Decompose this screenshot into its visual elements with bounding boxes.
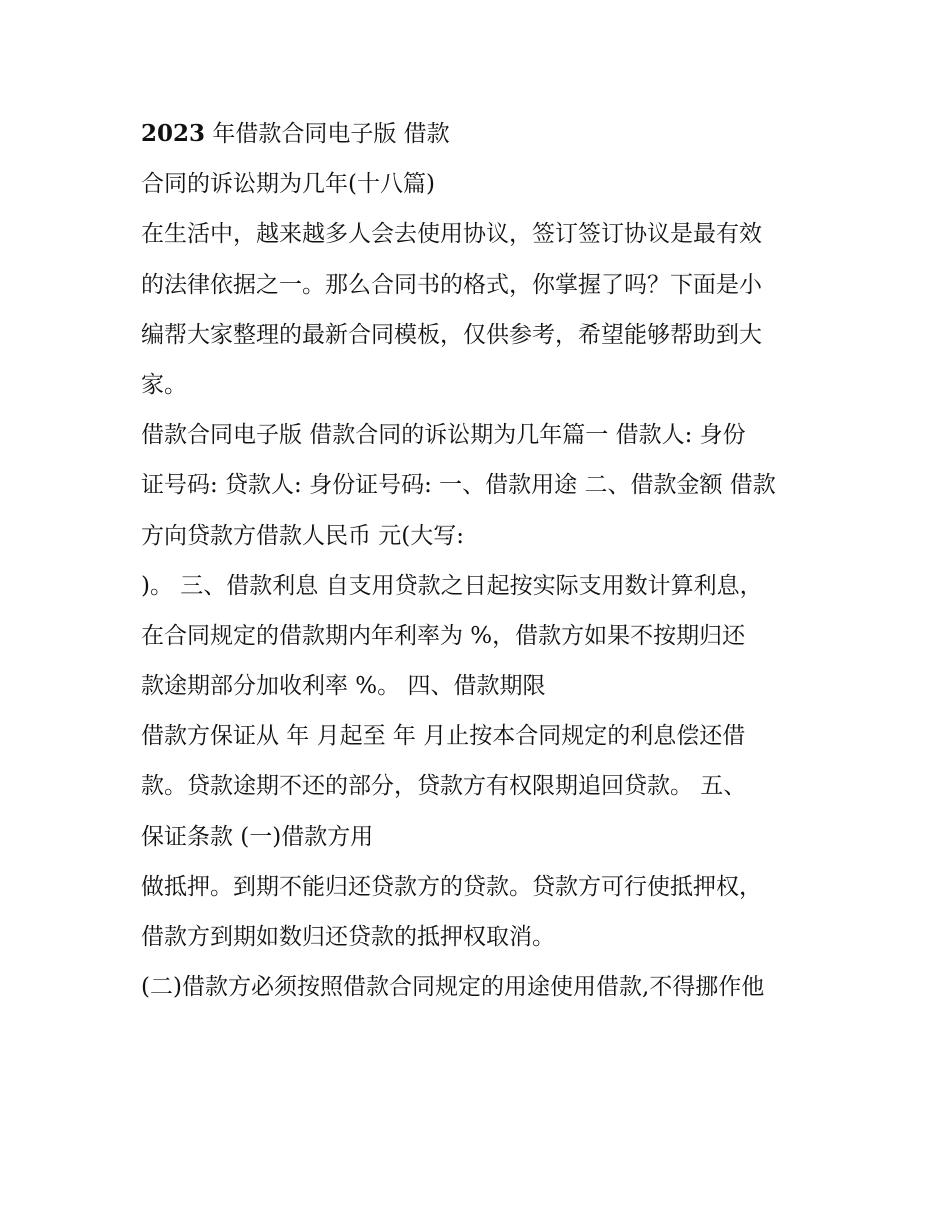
title-year: 2023 xyxy=(141,120,206,147)
body-line: 借款方保证从 年 月起至 年 月止按本合同规定的利息偿还借 xyxy=(141,723,746,750)
body-line: 证号码: 贷款人: 身份证号码: 一、借款用途 二、借款金额 借款 xyxy=(141,472,776,499)
document-body xyxy=(141,215,813,1006)
body-line: 款途期部分加收利率 %。 四、借款期限 xyxy=(141,673,546,700)
body-line: 编帮大家整理的最新合同模板，仅供参考，希望能够帮助到大 xyxy=(141,321,762,348)
body-line: 在生活中，越来越多人会去使用协议，签订签订协议是最有效 xyxy=(141,221,762,248)
body-line: 借款方到期如数归还贷款的抵押权取消。 xyxy=(141,924,555,950)
body-line: 做抵押。到期不能归还贷款方的贷款。贷款方可行使抵押权， xyxy=(141,873,762,900)
title-line-1-text: 年借款合同电子版 借款 xyxy=(205,121,450,147)
body-line: 借款合同电子版 借款合同的诉讼期为几年篇一 借款人: 身份 xyxy=(141,422,746,449)
body-line: 的法律依据之一。那么合同书的格式，你掌握了吗？下面是小 xyxy=(141,271,762,298)
body-line: 家。 xyxy=(141,371,187,398)
document-title xyxy=(141,115,813,203)
body-line: )。 三、借款利息 自支用贷款之日起按实际支用数计算利息， xyxy=(141,572,763,599)
body-line: 保证条款 (一)借款方用 xyxy=(141,823,374,850)
document-page xyxy=(141,115,813,1018)
body-line: 款。贷款途期不还的部分，贷款方有权限期追回贷款。 五、 xyxy=(141,773,747,800)
body-line: 方向贷款方借款人民币 元(大写: xyxy=(141,522,465,549)
title-line-1 xyxy=(141,115,813,153)
body-line: 在合同规定的借款期内年利率为 %，借款方如果不按期归还 xyxy=(141,622,746,649)
body-line: (二)借款方必须按照借款合同规定的用途使用借款,不得挪作他 xyxy=(141,974,765,1001)
title-line-2: 合同的诉讼期为几年(十八篇) xyxy=(141,171,435,198)
